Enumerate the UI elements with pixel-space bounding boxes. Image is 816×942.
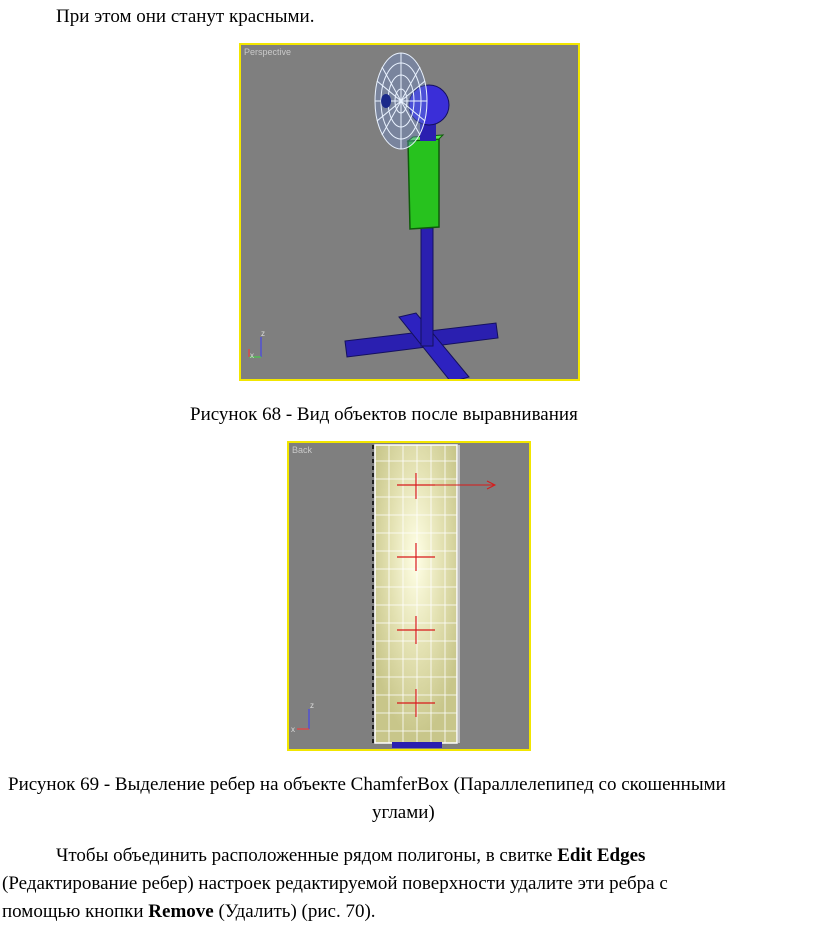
stand-pole (421, 228, 433, 346)
axis-z-label: z (261, 329, 265, 338)
body-paragraph (0, 842, 816, 926)
figure69-caption-line2: углами) (372, 802, 435, 823)
axis-tripod (291, 701, 314, 734)
paragraph-line3: помощью кнопки Remove (Удалить) (рис. 70). (2, 901, 376, 922)
axis-x-label: x (291, 725, 295, 734)
viewport-label[interactable]: Perspective (244, 47, 292, 57)
top-line: При этом они станут красными. (56, 6, 315, 27)
edit-edges-term: Edit Edges (557, 845, 646, 866)
paragraph-line1: Чтобы объединить расположенные рядом полигоны, в свитке Edit Edges (56, 845, 646, 866)
remove-term: Remove (148, 901, 214, 922)
axis-z-label: z (310, 701, 314, 710)
chamferbox-back-view (289, 443, 529, 749)
back-viewport[interactable] (287, 441, 531, 751)
fan-scene (241, 45, 578, 379)
paragraph-line2: (Редактирование ребер) настроек редактируемой поверхности удалите эти ребра с (2, 873, 668, 894)
axis-x-label: x (250, 351, 254, 360)
axis-tripod (249, 329, 265, 360)
figure69-caption-line1: Рисунок 69 - Выделение ребер на объекте ChamferBox (Параллелепипед со скошенными (8, 774, 726, 795)
figure68-caption: Рисунок 68 - Вид объектов после выравнивания (190, 404, 578, 425)
viewport-label[interactable]: Back (292, 445, 313, 455)
chamferbox-object (408, 139, 439, 229)
perspective-viewport[interactable] (239, 43, 580, 381)
